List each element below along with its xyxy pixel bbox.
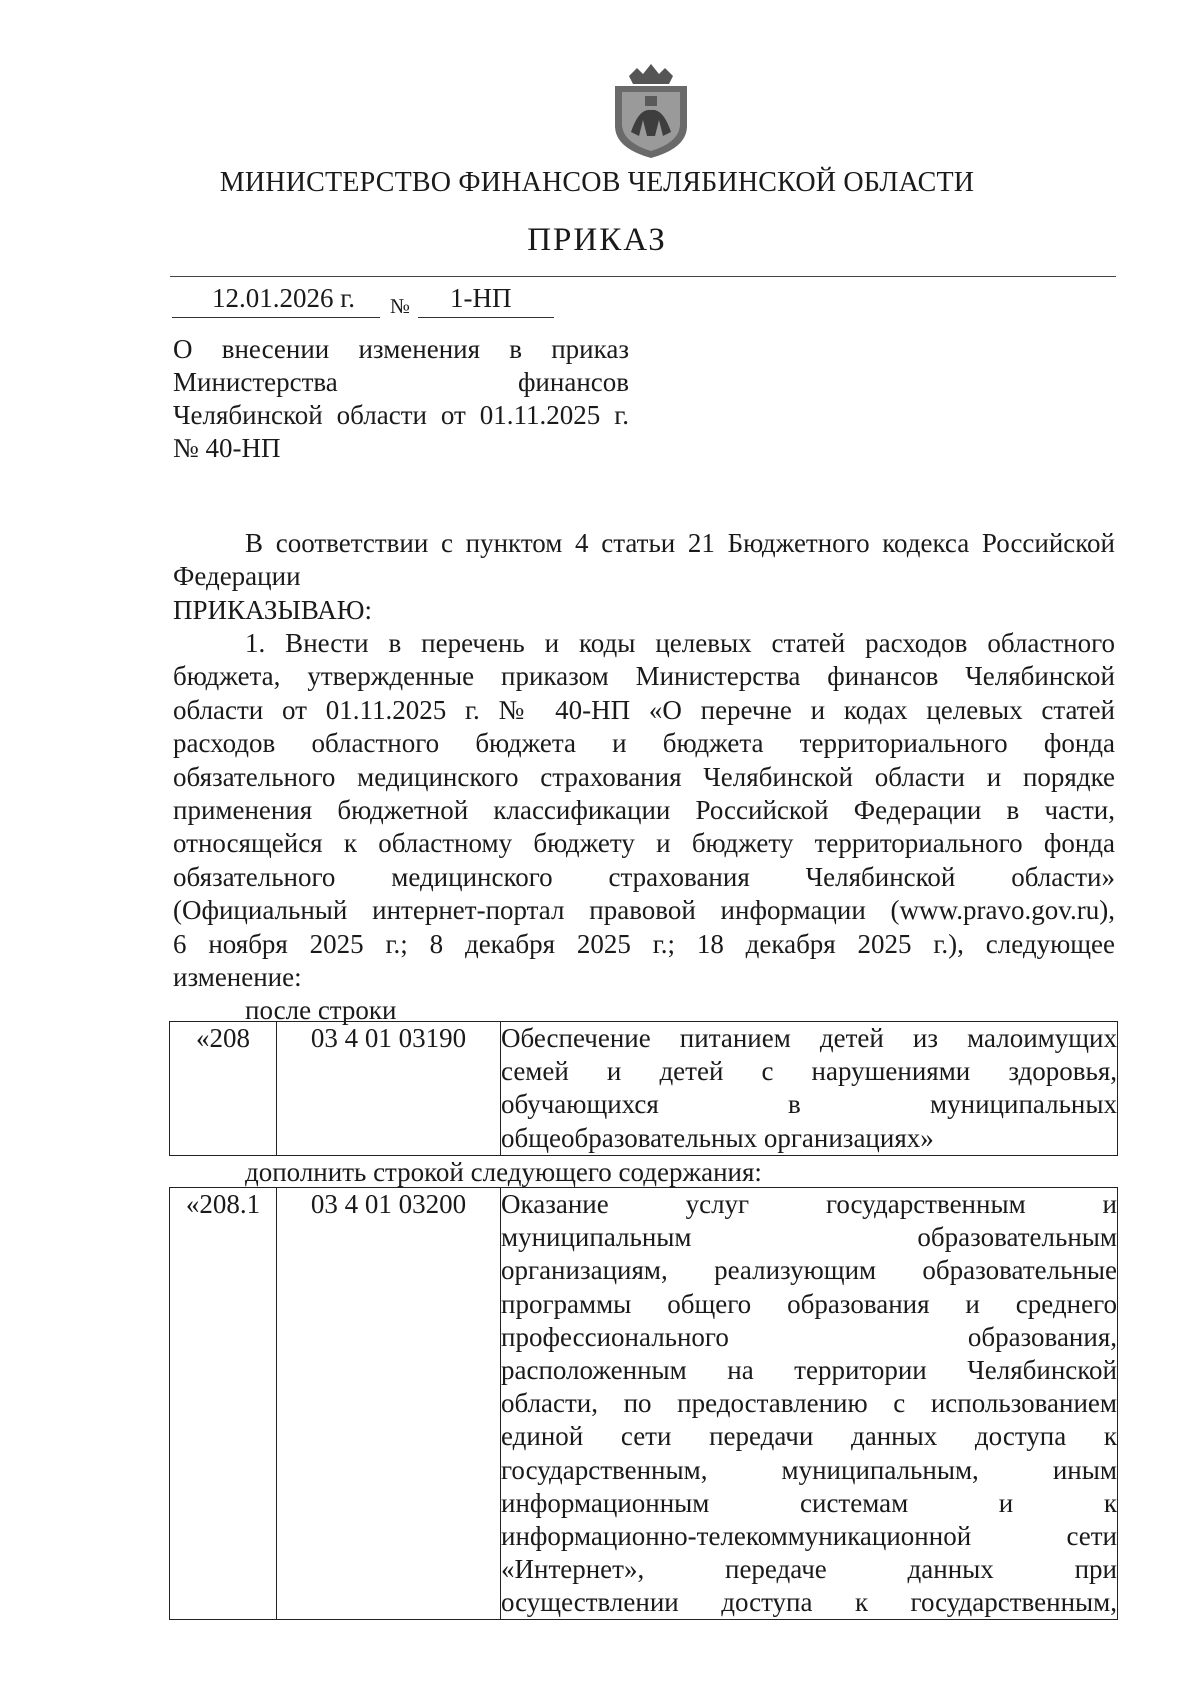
description-line: информационным системам и к (501, 1487, 1117, 1518)
number-sign: № (390, 294, 411, 318)
table-row (170, 1188, 1118, 1620)
order-subject (173, 333, 629, 465)
item-line: обязательного медицинского страхования Челябинской области и порядке (173, 761, 1115, 792)
description-line: Обеспечение питанием детей из малоимущих (501, 1023, 1117, 1053)
preamble-line: Федерации (173, 561, 301, 592)
order-date: 12.01.2026 г. (212, 283, 356, 313)
description-line: профессионального образования, (501, 1321, 1117, 1352)
coat-of-arms-icon (609, 62, 693, 160)
subject-line: Министерства финансов (173, 367, 629, 397)
row-number: «208.1 (170, 1188, 277, 1620)
item-1 (173, 627, 1115, 1028)
description-line: обучающихся в муниципальных (501, 1089, 1117, 1120)
order-number: 1-НП (450, 283, 512, 313)
row-description (501, 1188, 1118, 1620)
order-word: ПРИКАЗЫВАЮ: (173, 594, 372, 625)
description-line: информационно-телекоммуникационной сети (501, 1520, 1117, 1551)
item-line: применения бюджетной классификации Российской Федерации в части, (173, 794, 1115, 825)
item-line: изменение: (173, 961, 302, 992)
target-code: 03 4 01 03200 (277, 1188, 501, 1620)
item-line: (Официальный интернет-портал правовой информации (www.pravo.gov.ru), (173, 895, 1115, 926)
preamble-line: В соответствии с пунктом 4 статьи 21 Бюджетного кодекса Российской (245, 528, 1115, 558)
item-line: 1. Внести в перечень и коды целевых статей расходов областного (245, 628, 1115, 658)
description-line: расположенным на территории Челябинской (501, 1354, 1117, 1385)
description-line: Оказание услуг государственным и (501, 1189, 1117, 1219)
after-row-label: после строки (245, 995, 397, 1026)
description-line: организациям, реализующим образовательные (501, 1255, 1117, 1286)
item-line: области от 01.11.2025 г. № 40-НП «О перечне и кодах целевых статей (173, 694, 1115, 725)
table-row (170, 1022, 1118, 1156)
description-line: программы общего образования и среднего (501, 1288, 1117, 1319)
description-line: муниципальным образовательным (501, 1222, 1117, 1253)
subject-line: № 40-НП (173, 433, 281, 463)
number-underline (418, 317, 554, 318)
row-number: «208 (170, 1022, 277, 1156)
subject-line: Челябинской области от 01.11.2025 г. (173, 400, 629, 430)
date-underline (172, 317, 380, 318)
description-line: семей и детей с нарушениями здоровья, (501, 1056, 1117, 1087)
item-line: относящейся к областному бюджету и бюджету территориального фонда (173, 828, 1115, 859)
preamble (173, 527, 1115, 627)
description-line: общеобразовательных организациях» (501, 1122, 934, 1153)
target-code: 03 4 01 03190 (277, 1022, 501, 1156)
subject-line: О внесении изменения в приказ (173, 334, 629, 364)
item-line: обязательного медицинского страхования Челябинской области» (173, 861, 1115, 892)
description-line: «Интернет», передаче данных при (501, 1554, 1117, 1585)
item-line: 6 ноября 2025 г.; 8 декабря 2025 г.; 18 декабря 2025 г.), следующее (173, 928, 1115, 959)
item-line: бюджета, утвержденные приказом Министерства финансов Челябинской (173, 661, 1115, 692)
add-row-label: дополнить строкой следующего содержания: (245, 1157, 762, 1187)
ministry-name: МИНИСТЕРСТВО ФИНАНСОВ ЧЕЛЯБИНСКОЙ ОБЛАСТИ (219, 167, 975, 198)
description-line: государственным, муниципальным, иным (501, 1454, 1117, 1485)
add-row-intro (173, 1156, 1115, 1189)
item-line: расходов областного бюджета и бюджета территориального фонда (173, 728, 1115, 759)
new-row-table (169, 1187, 1118, 1620)
header-divider (170, 276, 1116, 277)
description-line: осуществлении доступа к государственным, (501, 1587, 1117, 1618)
description-line: единой сети передачи данных доступа к (501, 1421, 1117, 1452)
description-line: области, по предоставлению с использованием (501, 1388, 1117, 1419)
existing-row-table (169, 1021, 1118, 1156)
document-type-title: ПРИКАЗ (527, 222, 667, 258)
row-description (501, 1022, 1118, 1156)
